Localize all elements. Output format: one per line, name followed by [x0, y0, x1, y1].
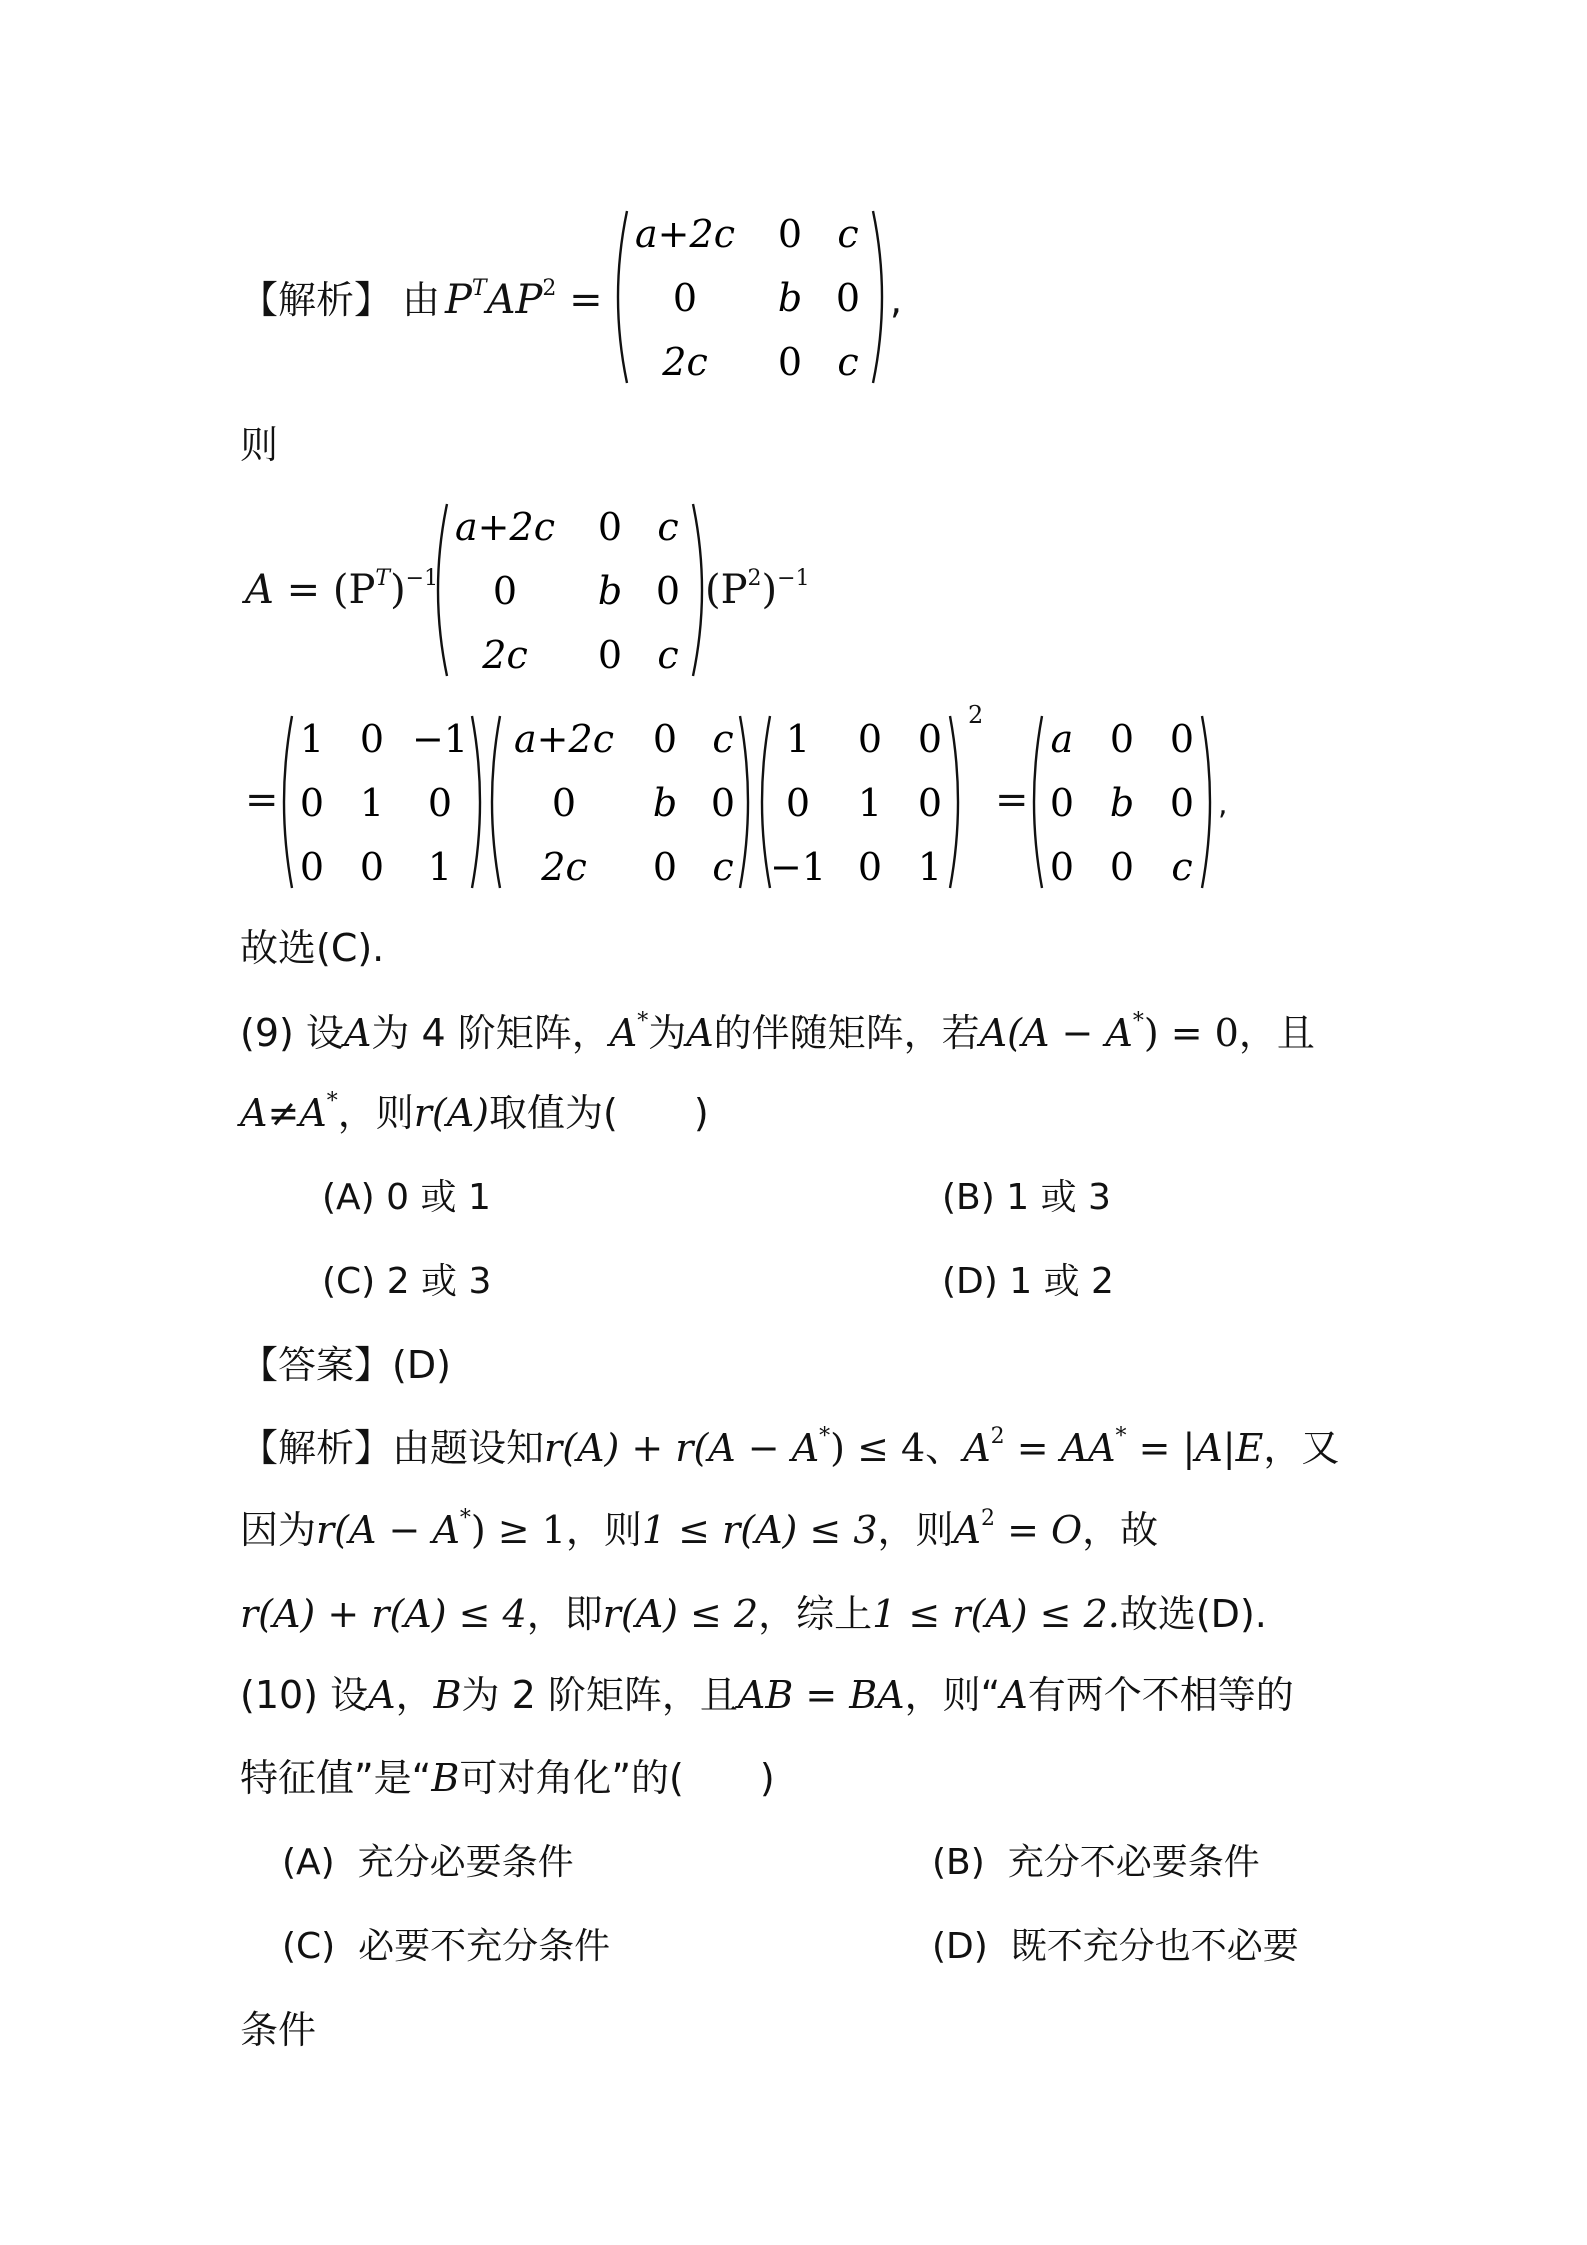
q10-text: 设 [330, 1673, 369, 1717]
q9-sol-text: ，则 [565, 1508, 642, 1552]
square-superscript: 2 [968, 701, 984, 729]
q9-symbol-a: A [609, 1011, 638, 1055]
q9-sol-math: A [963, 1426, 991, 1470]
r-cell-11: 1 [785, 717, 811, 761]
p2-sup: 2 [747, 566, 762, 591]
pt-open: (P [332, 567, 376, 613]
d-cell-21: 0 [1049, 781, 1075, 825]
symbol-ap: AP [486, 277, 543, 323]
q-cell-12: 0 [359, 717, 385, 761]
q9-solution-line-3 [240, 1584, 1370, 1644]
q9-sol-text: 因为 [240, 1508, 317, 1552]
equals-sign: = [569, 277, 603, 323]
m-cell-13: c [837, 212, 859, 256]
q9-sol-text: ，综上 [758, 1592, 873, 1636]
q9-not-equal: A≠A [240, 1091, 327, 1135]
q9-text: 为 [648, 1011, 687, 1055]
q9-star: * [1132, 1009, 1144, 1034]
option-key: (B) [932, 1842, 985, 1883]
q10-symbol-a: A [368, 1673, 396, 1717]
q9-sol-math: = O [994, 1508, 1083, 1552]
q10-option-c[interactable] [282, 1917, 610, 1977]
p2-open: (P [705, 567, 748, 613]
q-cell-11: 1 [299, 717, 325, 761]
q9-sol-math: r(A) + r(A − A [544, 1426, 820, 1470]
r-cell-33: 1 [917, 845, 943, 889]
q9-star: * [819, 1424, 831, 1449]
matrix-m-middle [425, 498, 715, 683]
q9-sol-math: 1 ≤ r(A) ≤ 2. [872, 1592, 1120, 1636]
q10-text: ，则“ [904, 1673, 1001, 1717]
then-text: 则 [240, 423, 279, 467]
question-10-number: (10) [240, 1673, 319, 1717]
d-cell-31: 0 [1049, 845, 1075, 889]
m-cell-21: 0 [672, 276, 698, 320]
q9-text: ，且 [1238, 1011, 1315, 1055]
q9-text: 设 [305, 1011, 344, 1055]
q10-option-d[interactable] [932, 1917, 1299, 1977]
option-key: (D) [932, 1926, 988, 1967]
d-cell-32: 0 [1109, 845, 1135, 889]
solution-label: 【解析】 [240, 278, 393, 322]
m-cell-12: 0 [777, 212, 803, 256]
answer-label: 【答案】 [240, 1343, 393, 1387]
m2-cell-21: 0 [492, 569, 518, 613]
option-key: (C) [322, 1261, 376, 1302]
q9-sol-math: 1 ≤ r(A) ≤ 3 [641, 1508, 878, 1552]
q9-text: 的伴随矩阵，若 [713, 1011, 980, 1055]
m3-cell-11: a+2c [514, 717, 614, 761]
option-key: (B) [942, 1177, 995, 1218]
m-cell-31: 2c [662, 340, 708, 384]
inverse-sup: −1 [405, 566, 439, 591]
m-cell-11: a+2c [635, 212, 735, 256]
answer-value: (D) [392, 1343, 451, 1387]
q9-answer [240, 1335, 1370, 1395]
d-cell-13: 0 [1169, 717, 1195, 761]
q10-text: 有两个不相等的 [1027, 1673, 1294, 1717]
option-key: (D) [942, 1261, 998, 1302]
q9-condition-end: ) = 0 [1143, 1011, 1239, 1055]
option-text-wrap: 条件 [240, 2008, 317, 2052]
option-text: 充分必要条件 [357, 1842, 574, 1883]
then-line [240, 415, 1370, 475]
r-cell-31: −1 [769, 845, 827, 889]
q9-sol-text: ，又 [1263, 1426, 1340, 1470]
q10-option-d-wrap [240, 2000, 1370, 2060]
m2-cell-11: a+2c [455, 505, 555, 549]
m3-cell-22: b [652, 781, 678, 825]
conclusion-8 [240, 918, 1370, 978]
q9-rank: r(A) [413, 1091, 490, 1135]
r-cell-32: 0 [857, 845, 883, 889]
m2-cell-23: 0 [655, 569, 681, 613]
option-text: 2 或 3 [386, 1261, 492, 1302]
question-9-line-2 [240, 1083, 1370, 1143]
d-cell-12: 0 [1109, 717, 1135, 761]
equals-sign-2: = [286, 567, 321, 613]
q10-option-a[interactable] [282, 1833, 574, 1893]
q9-sol-math: r(A) ≤ 2 [602, 1592, 759, 1636]
q9-text: 取值为( ) [489, 1091, 709, 1135]
r-cell-12: 0 [857, 717, 883, 761]
q10-symbol-a: A [1000, 1673, 1028, 1717]
q9-sol-text: ，故 [1082, 1508, 1159, 1552]
pt-close: ) [390, 567, 406, 613]
q10-text: 特征值”是“ [240, 1756, 432, 1800]
q9-option-b[interactable] [942, 1168, 1111, 1228]
option-text: 1 或 2 [1009, 1261, 1114, 1302]
p2-inverse [705, 560, 810, 620]
q9-star: * [637, 1009, 649, 1034]
q9-text: ，则 [337, 1091, 414, 1135]
q9-symbol-a: A [343, 1011, 372, 1055]
m3-cell-33: c [712, 845, 734, 889]
question-9-number: (9) [240, 1011, 294, 1055]
inverse-sup-2: −1 [777, 566, 810, 591]
q9-solution-line-1 [240, 1418, 1370, 1478]
m3-cell-23: 0 [710, 781, 736, 825]
q-cell-13: −1 [411, 717, 469, 761]
q10-text: 可对角化”的( ) [459, 1756, 775, 1800]
r-cell-13: 0 [917, 717, 943, 761]
q9-sol-math: A [953, 1508, 981, 1552]
p2-close: ) [761, 567, 778, 613]
ptap2-expression [445, 270, 603, 330]
q9-option-c[interactable] [322, 1252, 491, 1312]
option-text: 0 或 1 [386, 1177, 491, 1218]
option-key: (A) [282, 1842, 335, 1883]
q9-sol-math: r(A − A [316, 1508, 460, 1552]
q9-square: 2 [980, 1506, 995, 1531]
m-cell-33: c [837, 340, 859, 384]
m-cell-23: 0 [835, 276, 861, 320]
question-10-line-2 [240, 1748, 1370, 1808]
equals-sign-3: = [245, 777, 279, 823]
q9-sol-math: ) ≤ 4 [830, 1426, 926, 1470]
symbol-p: P [445, 277, 472, 323]
q-cell-22: 1 [359, 781, 385, 825]
option-text: 必要不充分条件 [358, 1926, 611, 1967]
q-cell-21: 0 [299, 781, 325, 825]
q10-text: 为 2 阶矩阵，且 [461, 1673, 738, 1717]
q9-sol-text: 故选(D). [1119, 1592, 1267, 1636]
m2-cell-32: 0 [597, 633, 623, 677]
m3-cell-32: 0 [652, 845, 678, 889]
q-cell-23: 0 [427, 781, 453, 825]
option-key: (C) [282, 1926, 336, 1967]
q10-symbol-b: B [431, 1756, 460, 1800]
q-cell-33: 1 [427, 845, 453, 889]
superscript-t: T [471, 276, 487, 301]
q9-square: 2 [990, 1424, 1005, 1449]
a-equals-expression [245, 560, 438, 620]
q9-condition: A(A − A [979, 1011, 1133, 1055]
r-cell-23: 0 [917, 781, 943, 825]
d-cell-11: a [1050, 717, 1074, 761]
q9-star: * [459, 1506, 471, 1531]
m-cell-32: 0 [777, 340, 803, 384]
d-cell-22: b [1109, 781, 1135, 825]
m3-cell-31: 2c [541, 845, 587, 889]
q9-solution-line-2 [240, 1500, 1370, 1560]
d-cell-23: 0 [1169, 781, 1195, 825]
matrix-d [1022, 710, 1222, 895]
q10-option-b[interactable] [932, 1833, 1260, 1893]
conclusion-8-text: 故选(C). [240, 926, 385, 970]
option-key: (A) [322, 1177, 375, 1218]
q-cell-32: 0 [359, 845, 385, 889]
m2-cell-13: c [657, 505, 679, 549]
m2-cell-31: 2c [482, 633, 528, 677]
q10-condition: AB = BA [737, 1673, 905, 1717]
m3-cell-21: 0 [551, 781, 577, 825]
q9-option-d[interactable] [942, 1252, 1114, 1312]
q-cell-31: 0 [299, 845, 325, 889]
q9-sol-text: ，则 [877, 1508, 954, 1552]
symbol-a: A [245, 567, 274, 613]
solution-label: 【解析】 [240, 1426, 393, 1470]
m3-cell-12: 0 [652, 717, 678, 761]
d-cell-33: c [1171, 845, 1193, 889]
r-cell-22: 1 [857, 781, 883, 825]
q9-sol-math: r(A) + r(A) ≤ 4 [240, 1592, 527, 1636]
q9-sol-math: ) ≥ 1 [470, 1508, 566, 1552]
option-text: 既不充分也不必要 [1010, 1926, 1299, 1967]
question-10-line-1 [240, 1665, 1370, 1725]
m3-cell-13: c [712, 717, 734, 761]
m2-cell-12: 0 [597, 505, 623, 549]
r-cell-21: 0 [785, 781, 811, 825]
matrix-m-bottom [480, 710, 760, 895]
q9-sol-text: 、 [925, 1426, 964, 1470]
q9-option-a[interactable] [322, 1168, 491, 1228]
question-9-line-1 [240, 1003, 1370, 1063]
option-text: 充分不必要条件 [1007, 1842, 1260, 1883]
q9-sol-text: ，即 [526, 1592, 603, 1636]
m-cell-22: b [777, 276, 803, 320]
q9-star: * [326, 1089, 338, 1114]
matrix-m-top [605, 205, 905, 390]
q10-text: ， [395, 1673, 434, 1717]
q9-sol-text: 由题设知 [392, 1426, 545, 1470]
q9-star: * [1115, 1424, 1127, 1449]
q9-sol-math: = |A|E [1126, 1426, 1264, 1470]
m2-cell-22: b [597, 569, 623, 613]
q9-text: 为 4 阶矩阵， [371, 1011, 610, 1055]
superscript-2: 2 [542, 276, 557, 301]
option-text: 1 或 3 [1006, 1177, 1111, 1218]
q9-symbol-a: A [686, 1011, 714, 1055]
trailing-comma-2: , [1218, 787, 1228, 822]
trailing-comma: , [890, 278, 903, 322]
matrix-q [272, 710, 492, 895]
pt-sup: T [375, 566, 391, 591]
equals-sign-4: = [995, 777, 1029, 823]
solution-prefix: 由 [402, 278, 441, 322]
q9-sol-math: = AA [1004, 1426, 1116, 1470]
m2-cell-33: c [657, 633, 679, 677]
q10-symbol-b: B [433, 1673, 462, 1717]
matrix-r [750, 710, 970, 895]
